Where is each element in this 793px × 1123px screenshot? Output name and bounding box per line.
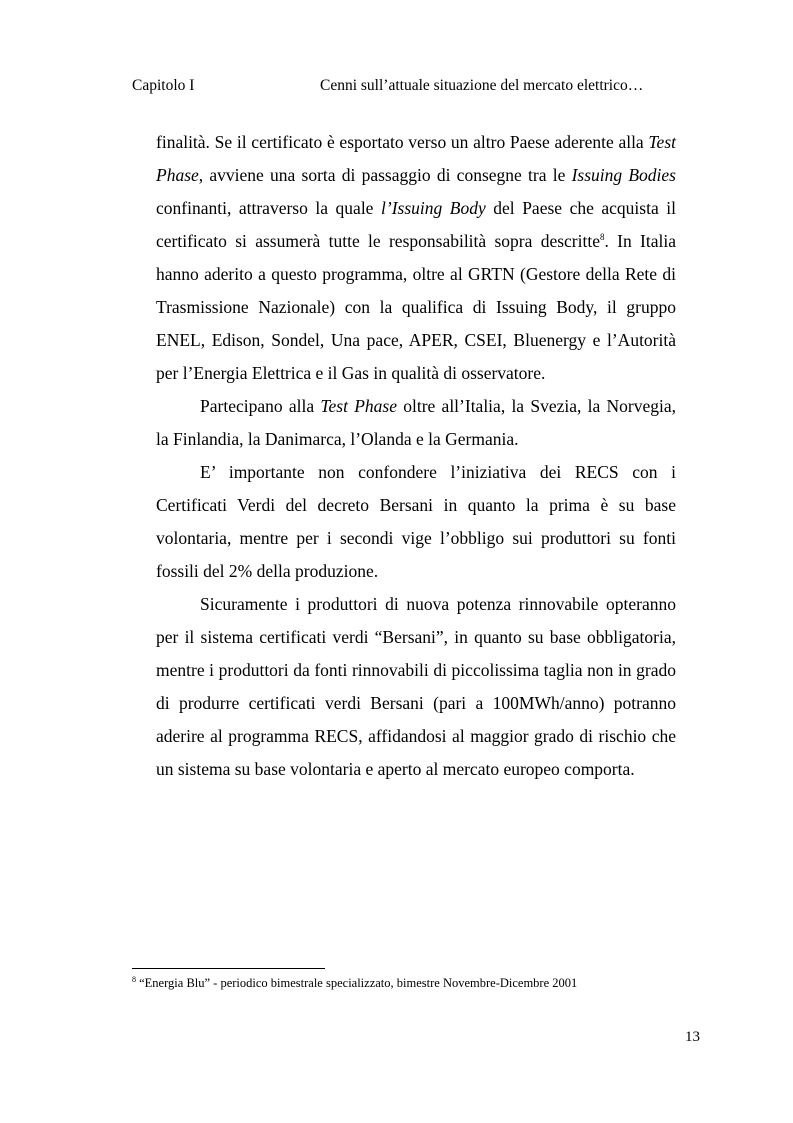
paragraph-1 — [156, 126, 676, 390]
footnote-separator — [132, 968, 325, 969]
text-run: finalità. Se il certificato è esportato verso un altro Paese aderente alla — [156, 132, 649, 152]
running-header — [132, 77, 692, 99]
page-number: 13 — [685, 1029, 700, 1045]
italic-term: Test Phase — [320, 396, 397, 416]
text-run: oltre all’Italia, la Svezia, la Norvegia, la Finlandia, la Danimarca, l’Olanda e la Germania. — [156, 396, 676, 449]
footnote-number: 8 — [132, 975, 136, 984]
paragraph-4: Sicuramente i produttori di nuova potenza rinnovabile opteranno per il sistema certificati verdi “Bersani”, in quanto su base obbligatoria, mentre i produttori da fonti rinnovabili di piccolissima taglia non in grado di produrre certificati verdi Bersani (pari a 100MWh/anno) potranno aderire al programma RECS, affidandosi al maggior grado di rischio che un sistema su base volontaria e aperto al mercato europeo comporta. — [156, 594, 676, 779]
italic-term: Test Phase — [156, 132, 676, 185]
italic-term: Issuing Bodies — [571, 165, 676, 185]
chapter-title: Cenni sull’attuale situazione del mercato elettrico… — [320, 77, 644, 94]
paragraph-2 — [156, 390, 676, 456]
chapter-label: Capitolo I — [132, 77, 195, 94]
text-run: Partecipano alla — [200, 396, 321, 416]
text-run: del Paese che acquista il certificato si assumerà tutte le responsabilità sopra descritte — [156, 198, 676, 251]
footnote-reference[interactable]: 8 — [599, 232, 605, 242]
text-run: , avviene una sorta di passaggio di consegne tra le — [198, 165, 572, 185]
text-run: confinanti, attraverso la quale — [156, 198, 381, 218]
text-run: . In Italia hanno aderito a questo programma, oltre al GRTN (Gestore della Rete di Trasmissione Nazionale) con la qualifica di Issuing Body, il gruppo ENEL, Edison, Sondel, Una pace, APER, CSEI, Bluenergy e l’Autorità per l’Energia Elettrica e il Gas in qualità di osservatore. — [156, 231, 677, 383]
paragraph-3: E’ importante non confondere l’iniziativa dei RECS con i Certificati Verdi del decreto Bersani in quanto la prima è su base volontaria, mentre per i secondi vige l’obbligo sui produttori su fonti fossili del 2% della produzione. — [156, 462, 676, 581]
footnote — [132, 975, 692, 991]
footnote-text: “Energia Blu” - periodico bimestrale specializzato, bimestre Novembre-Dicembre 2001 — [139, 976, 578, 990]
body-text — [156, 126, 676, 786]
italic-term: l’Issuing Body — [381, 198, 486, 218]
